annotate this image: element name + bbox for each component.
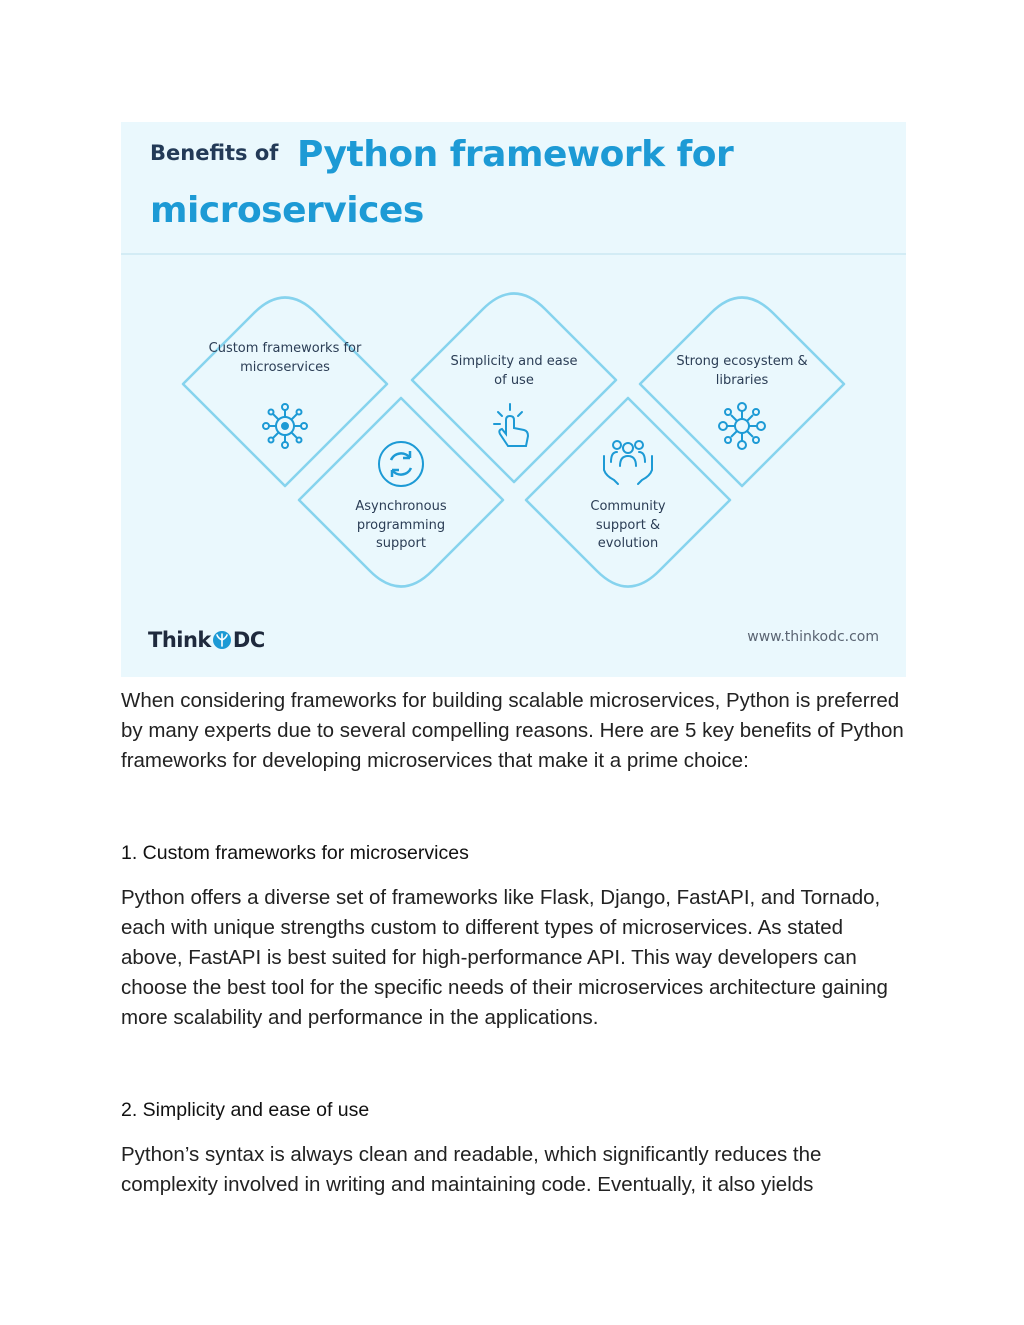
- title-line-1: Python framework for: [297, 134, 734, 175]
- infographic: [121, 122, 906, 677]
- title-prefix: Benefits of: [150, 141, 279, 165]
- card-label-custom-frameworks: Custom frameworks for microservices: [208, 341, 362, 375]
- community-hands-icon: [604, 441, 652, 484]
- card-label-ecosystem: Strong ecosystem & libraries: [676, 354, 808, 388]
- card-label-async: Asynchronous programming support: [355, 499, 447, 551]
- network-nodes-icon: [719, 403, 765, 449]
- network-hub-icon: [263, 404, 307, 448]
- benefits-diagram: [121, 122, 906, 677]
- card-shape-custom-frameworks: [183, 298, 387, 487]
- logo-text-right: DC: [232, 628, 265, 652]
- section-1-paragraph: Python offers a diverse set of frameworks like Flask, Django, FastAPI, and Tornado, each with unique strengths custom to different types of microservices. As stated above, FastAPI is best suited for high-performance API. This way developers can choose the best tool for the specific needs of their microservices architecture gaining more scalability and performance in the applications.: [121, 886, 888, 1029]
- logo-text-left: Think: [148, 628, 211, 652]
- card-shape-community: [526, 398, 730, 587]
- title-line-2: microservices: [150, 190, 424, 231]
- intro-paragraph: When considering frameworks for building scalable microservices, Python is preferred by many experts due to several compelling reasons. Here are 5 key benefits of Python frameworks for developing microservices that make it a prime choice:: [121, 689, 904, 772]
- logo-mark-icon: [212, 630, 232, 650]
- card-shape-async: [299, 398, 503, 587]
- tap-gesture-icon: [494, 404, 528, 446]
- section-2-heading: 2. Simplicity and ease of use: [121, 1099, 370, 1121]
- card-label-simplicity: Simplicity and ease of use: [450, 354, 578, 388]
- refresh-cycle-icon: [379, 442, 423, 486]
- thinkodc-logo: [148, 625, 265, 655]
- card-label-community: Community support & evolution: [590, 499, 666, 551]
- section-1-heading: 1. Custom frameworks for microservices: [121, 842, 469, 864]
- section-2-paragraph: Python’s syntax is always clean and readable, which significantly reduces the complexity involved in writing and maintaining code. Eventually, it also yields: [121, 1143, 822, 1196]
- website-url: www.thinkodc.com: [747, 629, 879, 645]
- card-shape-ecosystem: [640, 298, 844, 487]
